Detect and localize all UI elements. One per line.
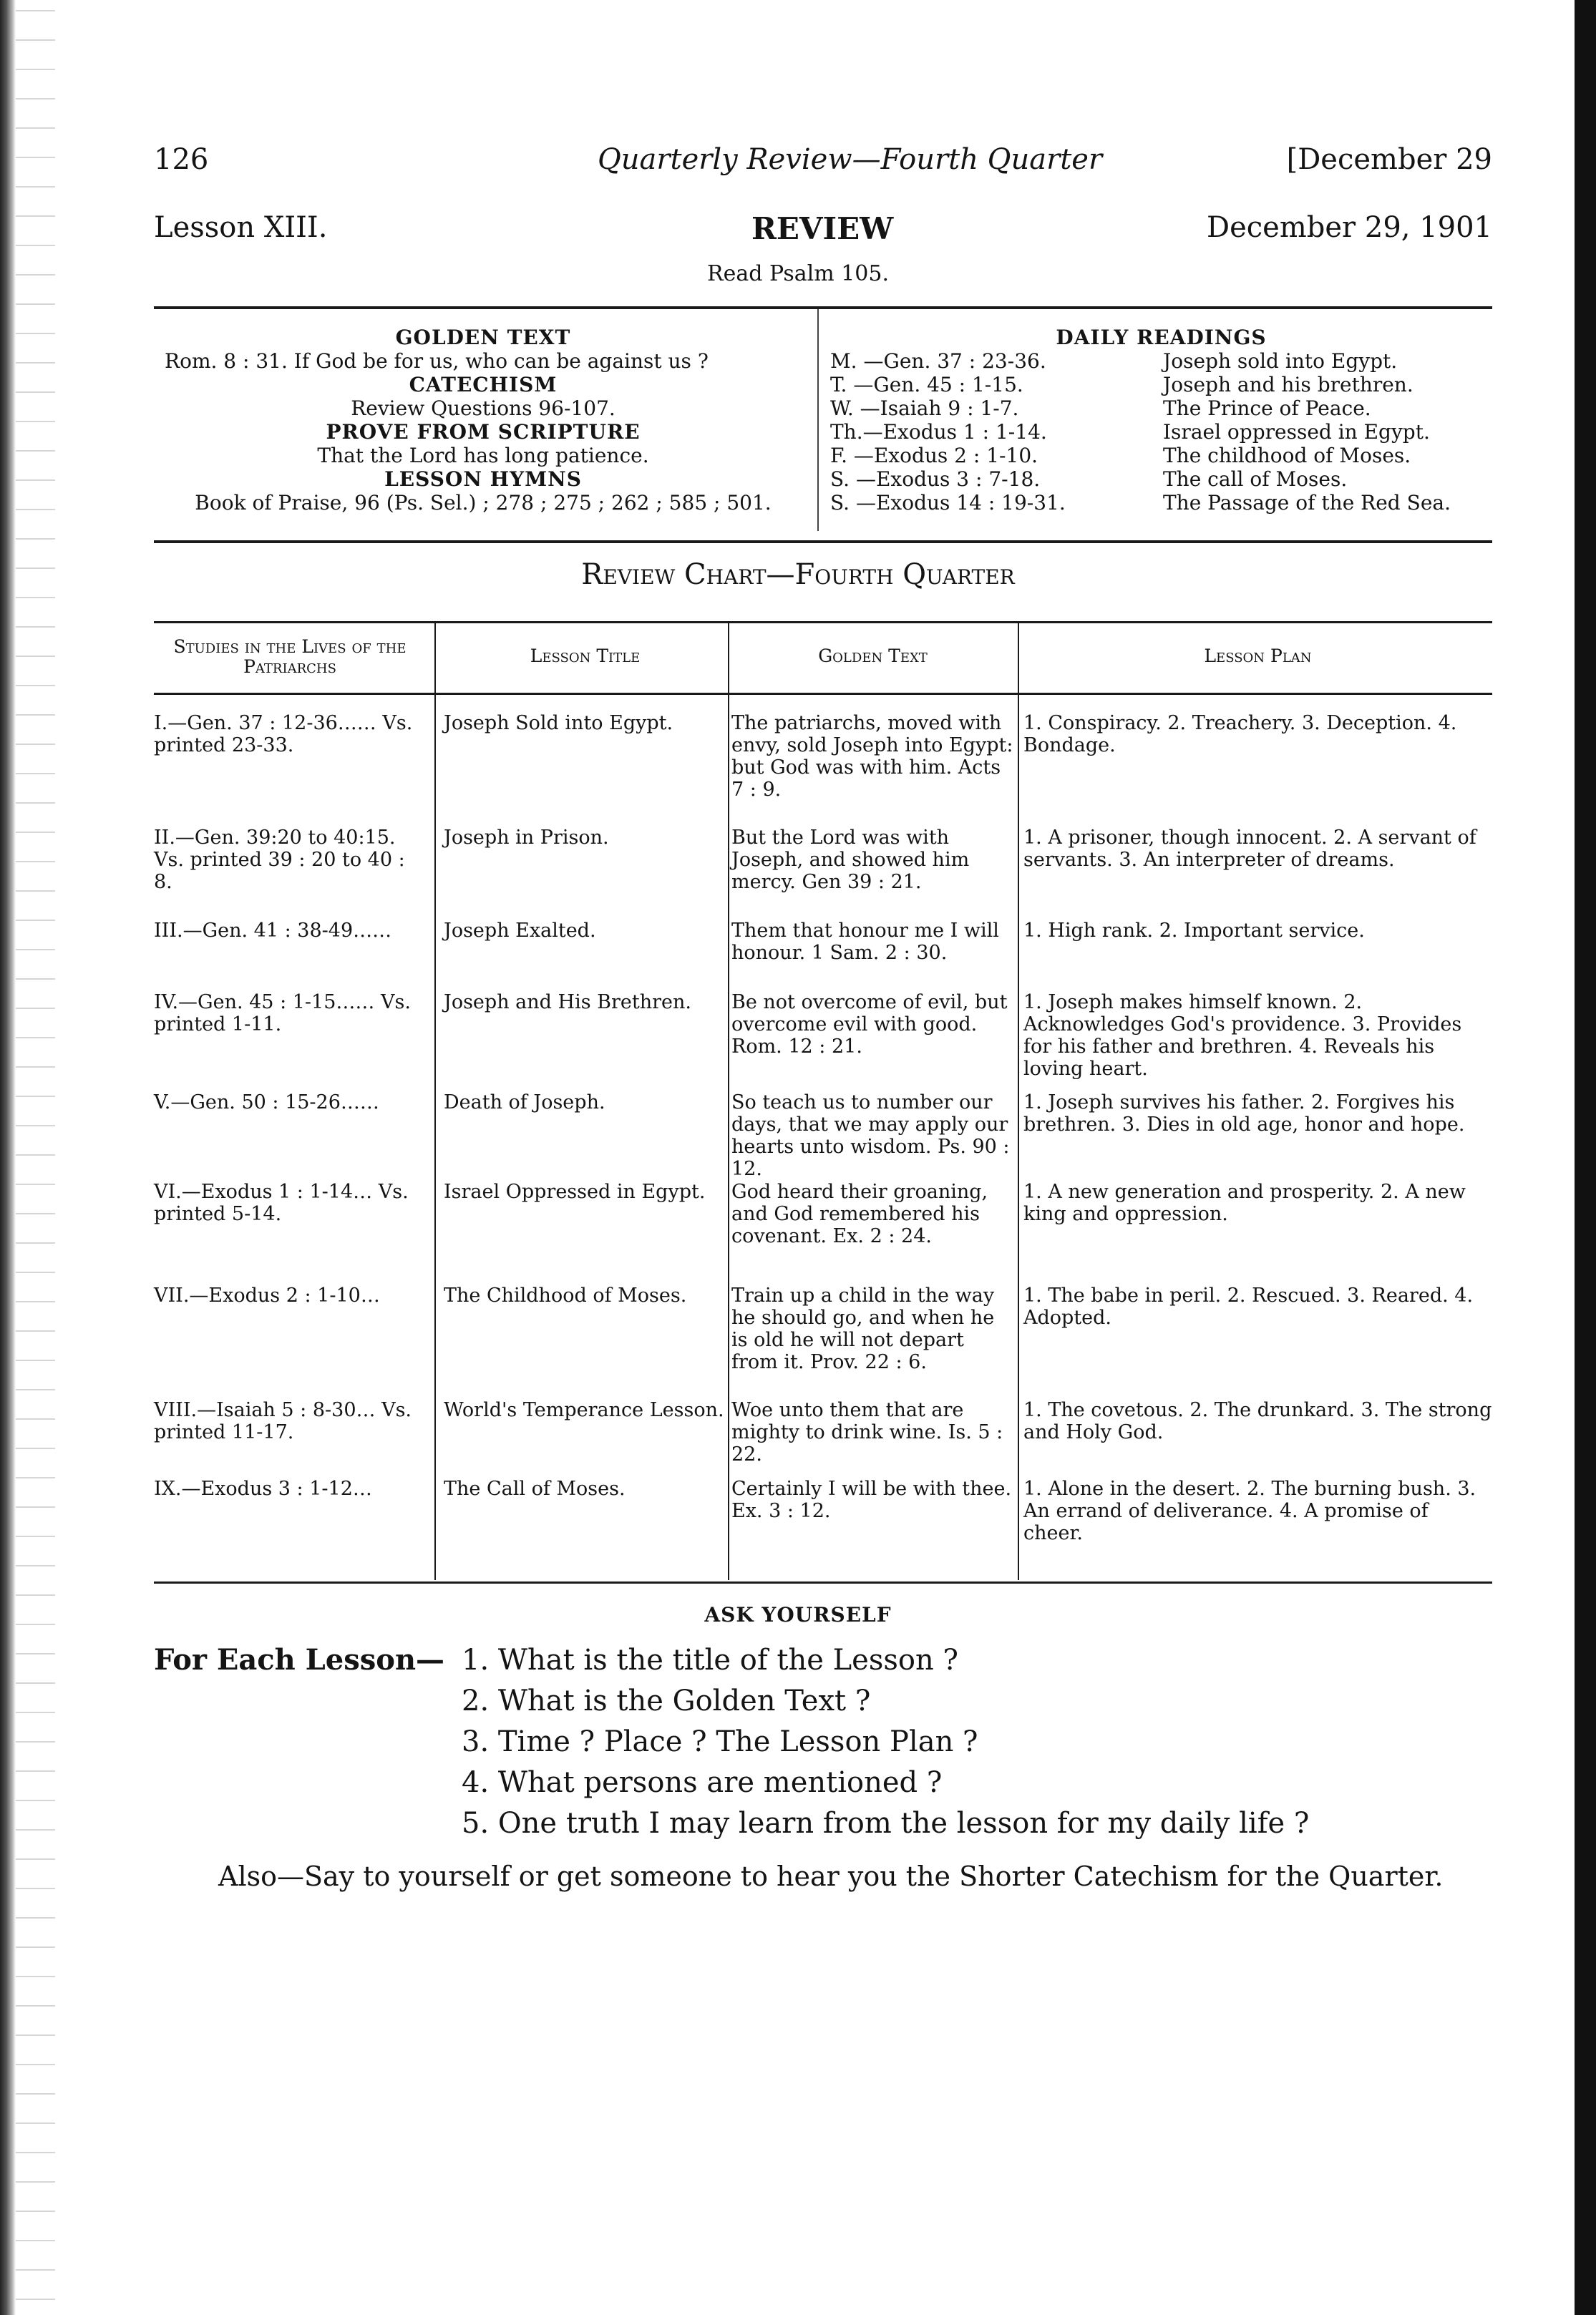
row-study: III.—Gen. 41 : 38-49…… — [154, 920, 392, 942]
catechism-text: Review Questions 96-107. — [351, 396, 615, 420]
table-bottom-rule — [154, 1581, 1492, 1584]
row-plan: 1. The babe in peril. 2. Rescued. 3. Reared. 4. Adopted. — [1023, 1285, 1474, 1329]
lesson-title: REVIEW — [751, 211, 894, 246]
reading-row — [830, 396, 1492, 420]
reading-ref: S. —Exodus 14 : 19-31. — [830, 491, 1066, 515]
reading-title: The Passage of the Red Sea. — [1163, 491, 1451, 515]
row-title: Israel Oppressed in Egypt. — [444, 1181, 706, 1203]
prove-text: That the Lord has long patience. — [317, 444, 649, 467]
row-title: World's Temperance Lesson. — [444, 1399, 724, 1421]
col-divider — [728, 621, 729, 1580]
row-title: Death of Joseph. — [444, 1091, 605, 1113]
ask-question: 4. What persons are mentioned ? — [462, 1766, 943, 1799]
ask-lead-text: For Each Lesson— — [154, 1643, 445, 1677]
golden-text-block — [165, 326, 802, 515]
table-header-rule — [154, 693, 1492, 695]
lesson-number: Lesson XIII. — [154, 211, 328, 244]
row-study: I.—Gen. 37 : 12-36…… Vs. printed 23-33. — [154, 712, 413, 756]
row-study: IV.—Gen. 45 : 1-15…… Vs. printed 1-11. — [154, 991, 411, 1035]
col-header-golden: Golden Text — [818, 645, 928, 666]
col-divider — [434, 621, 436, 1580]
reading-title: Israel oppressed in Egypt. — [1163, 420, 1430, 444]
hymns-text: Book of Praise, 96 (Ps. Sel.) ; 278 ; 275 ; 262 ; 585 ; 501. — [195, 491, 772, 515]
row-study: VII.—Exodus 2 : 1-10… — [154, 1285, 380, 1307]
reading-ref: M. —Gen. 37 : 23-36. — [830, 349, 1046, 373]
catechism-heading: CATECHISM — [409, 373, 558, 396]
running-title: Quarterly Review—Fourth Quarter — [598, 143, 1103, 176]
row-plan: 1. High rank. 2. Important service. — [1023, 920, 1365, 942]
row-golden: But the Lord was with Joseph, and showed him mercy. Gen 39 : 21. — [731, 827, 970, 893]
row-study: IX.—Exodus 3 : 1-12… — [154, 1478, 372, 1500]
reading-row — [830, 467, 1492, 491]
also-note: Also—Say to yourself or get someone to hear you the Shorter Catechism for the Quarter. — [218, 1861, 1444, 1892]
prove-heading: PROVE FROM SCRIPTURE — [326, 420, 641, 444]
reading-ref: S. —Exodus 3 : 7-18. — [830, 467, 1041, 491]
row-title: Joseph and His Brethren. — [444, 991, 691, 1013]
rule-top — [154, 306, 1492, 309]
reading-title: Joseph sold into Egypt. — [1163, 349, 1398, 373]
reading-ref: T. —Gen. 45 : 1-15. — [830, 373, 1023, 396]
rule-vertical — [817, 309, 819, 531]
reading-row — [830, 491, 1492, 515]
row-study: VI.—Exodus 1 : 1-14… Vs. printed 5-14. — [154, 1181, 409, 1225]
scan-edge-specks — [16, 0, 55, 2315]
row-golden: Certainly I will be with thee. Ex. 3 : 12. — [731, 1478, 1012, 1522]
reading-row — [830, 420, 1492, 444]
row-plan: 1. A prisoner, though innocent. 2. A servant of servants. 3. An interpreter of dreams. — [1023, 827, 1476, 871]
reading-ref: F. —Exodus 2 : 1-10. — [830, 444, 1038, 467]
row-title: The Call of Moses. — [444, 1478, 626, 1500]
header-date: [December 29 — [1286, 143, 1492, 176]
golden-text: Rom. 8 : 31. If God be for us, who can be against us ? — [165, 349, 709, 373]
row-title: Joseph Exalted. — [444, 920, 596, 942]
row-golden: God heard their groaning, and God remembered his covenant. Ex. 2 : 24. — [731, 1181, 988, 1247]
col-header-title: Lesson Title — [530, 645, 641, 666]
row-study: II.—Gen. 39:20 to 40:15. Vs. printed 39 : 20 to 40 : 8. — [154, 827, 405, 893]
row-study: VIII.—Isaiah 5 : 8-30… Vs. printed 11-17. — [154, 1399, 412, 1443]
row-title: Joseph Sold into Egypt. — [444, 712, 673, 734]
row-plan: 1. Conspiracy. 2. Treachery. 3. Deception. 4. Bondage. — [1023, 712, 1457, 756]
ask-question: 2. What is the Golden Text ? — [462, 1685, 871, 1717]
running-header — [154, 143, 1492, 179]
scan-edge — [0, 0, 16, 2315]
row-golden: Train up a child in the way he should go, and when he is old he will not depart from it. Prov. 22 : 6. — [731, 1285, 995, 1373]
row-golden: Be not overcome of evil, but overcome evil with good. Rom. 12 : 21. — [731, 991, 1008, 1058]
page-number: 126 — [154, 143, 209, 176]
right-border — [1575, 0, 1596, 2315]
reading-title: The Prince of Peace. — [1163, 396, 1371, 420]
reading-row — [830, 349, 1492, 373]
ask-lead — [154, 1642, 444, 1678]
row-plan: 1. The covetous. 2. The drunkard. 3. The strong and Holy God. — [1023, 1399, 1492, 1443]
row-plan: 1. Alone in the desert. 2. The burning bush. 3. An errand of deliverance. 4. A promise of cheer. — [1023, 1478, 1476, 1544]
ask-yourself-heading: ASK YOURSELF — [704, 1603, 892, 1627]
reading-ref: W. —Isaiah 9 : 1-7. — [830, 396, 1019, 420]
reading-title: The childhood of Moses. — [1163, 444, 1411, 467]
hymns-heading: LESSON HYMNS — [384, 467, 582, 491]
reading-row — [830, 444, 1492, 467]
lesson-line — [154, 211, 1492, 247]
reading-ref: Th.—Exodus 1 : 1-14. — [830, 420, 1047, 444]
row-golden: Woe unto them that are mighty to drink wine. Is. 5 : 22. — [731, 1399, 1003, 1466]
row-plan: 1. Joseph makes himself known. 2. Acknowledges God's providence. 3. Provides for his father and brethren. 4. Reveals his loving heart. — [1023, 991, 1462, 1080]
reading-title: The call of Moses. — [1163, 467, 1348, 491]
review-chart-title: Review Chart—Fourth Quarter — [581, 558, 1015, 591]
row-title: The Childhood of Moses. — [444, 1285, 687, 1307]
row-title: Joseph in Prison. — [444, 827, 609, 849]
rule-mid — [154, 540, 1492, 543]
daily-readings-heading: DAILY READINGS — [1056, 326, 1267, 349]
read-scripture: Read Psalm 105. — [706, 261, 889, 286]
row-golden: Them that honour me I will honour. 1 Sam. 2 : 30. — [731, 920, 999, 964]
col-divider — [1018, 621, 1019, 1580]
ask-question: 3. Time ? Place ? The Lesson Plan ? — [462, 1725, 978, 1758]
row-golden: So teach us to number our days, that we may apply our hearts unto wisdom. Ps. 90 : 12. — [731, 1091, 1010, 1180]
row-golden: The patriarchs, moved with envy, sold Joseph into Egypt: but God was with him. Acts 7 : 9. — [731, 712, 1013, 801]
table-top-rule — [154, 621, 1492, 623]
reading-title: Joseph and his brethren. — [1163, 373, 1413, 396]
ask-question: 1. What is the title of the Lesson ? — [462, 1644, 958, 1677]
ask-question: 5. One truth I may learn from the lesson for my daily life ? — [462, 1807, 1310, 1840]
row-plan: 1. Joseph survives his father. 2. Forgives his brethren. 3. Dies in old age, honor and hope. — [1023, 1091, 1465, 1136]
row-study: V.—Gen. 50 : 15-26…… — [154, 1091, 379, 1113]
col-header-studies: Studies in the Lives of the Patriarchs — [173, 636, 407, 677]
row-plan: 1. A new generation and prosperity. 2. A new king and oppression. — [1023, 1181, 1466, 1225]
lesson-date: December 29, 1901 — [1207, 211, 1492, 244]
reading-row — [830, 373, 1492, 396]
col-header-plan: Lesson Plan — [1204, 645, 1312, 666]
daily-readings — [830, 326, 1492, 515]
golden-text-heading: GOLDEN TEXT — [395, 326, 571, 349]
